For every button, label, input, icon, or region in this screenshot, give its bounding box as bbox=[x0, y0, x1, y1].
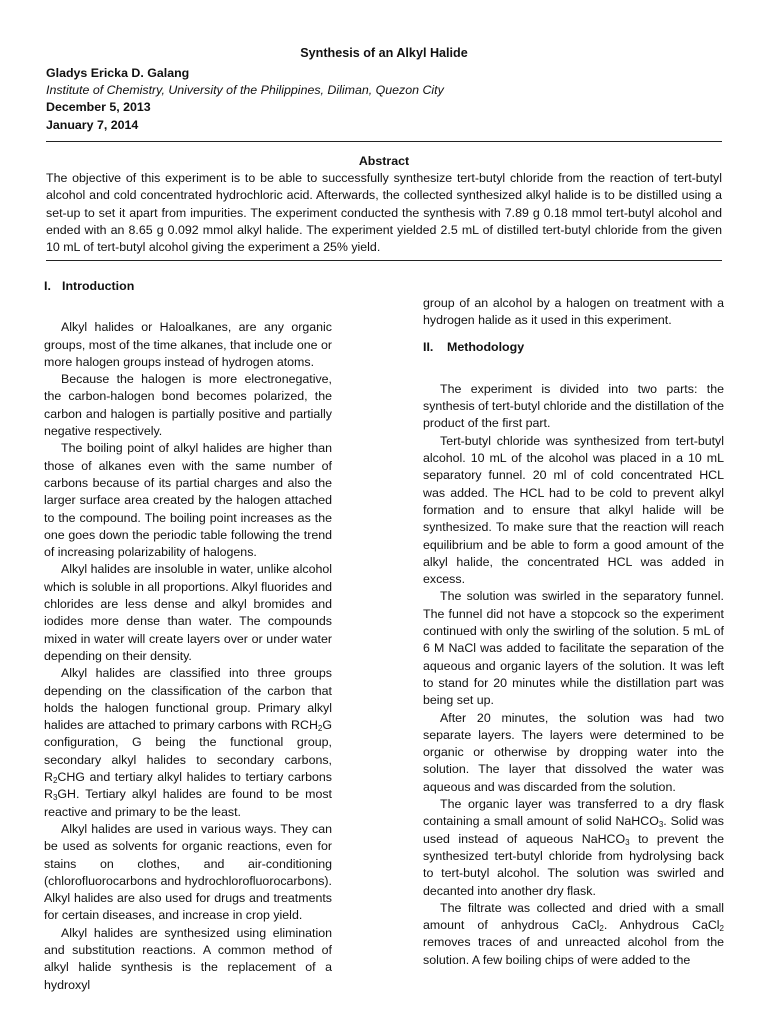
intro-paragraph-5: Alkyl halides are classified into three groups depending on the classification of the carbon that holds the halogen functional group. Primary alkyl halides are attached to primary carbons with $RCH_2G$ configuration, G being the functional group, secondary alkyl halides to secondary carbons, $R_2CHG$ and tertiary alkyl halides to tertiary carbons $R_3GH$. Tertiary alkyl halides are found to be most reactive and primary to be the least. bbox=[44, 666, 332, 819]
method-paragraph-2: Tert-butyl chloride was synthesized from tert-butyl alcohol. 10 mL of the alcohol was placed in a 10 mL separatory funnel. 20 ml of cold concentrated HCL was added. The HCL had to be cold to prevent alkyl formation and to ensure that alkyl halide will be synthesized. To make sure that the reaction will reach equilibrium and be able to form a good amount of the alkyl halide, the concentrated HCL was added in excess. bbox=[423, 433, 724, 587]
section-introduction-heading bbox=[44, 278, 332, 295]
method-paragraph-4: After 20 minutes, the solution was had two separate layers. The layers were determined to be organic or otherwise by dropping water into the solution. The layer that dissolved the water was aqueous and was discarded from the solution. bbox=[423, 710, 724, 794]
section-title: Methodology bbox=[447, 339, 525, 354]
method-paragraph-5: The organic layer was transferred to a dry flask containing a small amount of solid NaHCO$_3$. Solid was used instead of aqueous NaHCO$_3$ to prevent the synthesized tert-butyl chloride from hydrolysing back to tert-butyl alcohol. The solution was swirled and decanted into another dry flask. bbox=[423, 797, 725, 898]
intro-paragraph-3: The boiling point of alkyl halides are higher than those of alkanes even with the same number of carbons because of its partial charges and also the larger surface area created by the halogen attached to the compound. The boiling point increases as the one goes down the periodic table following the trend of increasing polarizability of halogens. bbox=[44, 441, 332, 560]
section-number: I. bbox=[44, 279, 51, 293]
intro-paragraph-7-continued: group of an alcohol by a halogen on treatment with a hydrogen halide as it used in this experiment. bbox=[423, 296, 724, 328]
author-affiliation: Institute of Chemistry, University of the Philippines, Diliman, Quezon City bbox=[46, 83, 444, 97]
author-name: Gladys Ericka D. Galang bbox=[46, 66, 190, 80]
intro-paragraph-2: Because the halogen is more electronegative, the carbon-halogen bond becomes polarized, the carbon and halogen is partially positive and partially negative respectively. bbox=[44, 372, 332, 439]
intro-paragraph-6: Alkyl halides are used in various ways. They can be used as solvents for organic reactions, even for stains on clothes, and air-conditioning (chlorofluorocarbons and hydrochlorofluorocarbons). Alkyl halides are also used for drugs and treatments for certain diseases, and increase in crop yield. bbox=[44, 821, 332, 923]
method-paragraph-1: The experiment is divided into two parts: the synthesis of tert-butyl chloride and the distillation of the product of the first part. bbox=[423, 381, 724, 431]
intro-paragraph-1: Alkyl halides or Haloalkanes, are any organic groups, most of the time alkanes, that include one or more halogen groups instead of hydrogen atoms. bbox=[44, 320, 332, 369]
date-performed: January 7, 2014 bbox=[46, 118, 139, 132]
abstract-text: The objective of this experiment is to be able to successfully synthesize tert-butyl chloride from the reaction of tert-butyl alcohol and cold concentrated hydrochloric acid. Afterwards, the collected synthesized alkyl halide is to be distilled using a set-up to set it apart from impurities. The experiment conducted the synthesis with 7.89 g 0.18 mmol tert-butyl alcohol and ended with an 8.65 g 0.092 mmol alkyl halide. The experiment yielded 2.5 mL of distilled tert-butyl chloride from the given 10 mL of tert-butyl alcohol giving the experiment a 25% yield. bbox=[46, 171, 722, 255]
date-submitted: December 5, 2013 bbox=[46, 100, 151, 114]
left-column bbox=[44, 278, 332, 994]
section-number: II. bbox=[423, 339, 434, 354]
section-title: Introduction bbox=[62, 279, 135, 293]
abstract-top-rule bbox=[46, 141, 722, 142]
intro-paragraph-4: Alkyl halides are insoluble in water, unlike alcohol which is soluble in all proportions. Alkyl fluorides and chlorides are less dense and alkyl bromides and iodides more dense than water. The compounds mixed in water will create layers over or under water depending on their density. bbox=[44, 562, 332, 663]
method-paragraph-3: The solution was swirled in the separatory funnel. The funnel did not have a stopcock so the experiment continued with only the swirling of the solution. 5 mL of 6 M NaCl was added to facilitate the separation of the aqueous and organic layers of the solution. It was left to stand for 20 minutes while the distillation part was being set up. bbox=[423, 589, 724, 708]
right-column bbox=[423, 295, 724, 969]
method-paragraph-6: The filtrate was collected and dried with a small amount of anhydrous CaCl$_2$. Anhydrous CaCl$_2$ removes traces of and unreacted alcohol from the solution. A few boiling chips of were added to the bbox=[423, 900, 724, 967]
abstract-bottom-rule bbox=[46, 260, 722, 261]
abstract-heading: Abstract bbox=[358, 154, 410, 168]
section-methodology-heading bbox=[423, 339, 724, 356]
intro-paragraph-7: Alkyl halides are synthesized using elimination and substitution reactions. A common method of alkyl halide synthesis is the replacement of a hydroxyl bbox=[44, 925, 332, 992]
paper-title: Synthesis of an Alkyl Halide bbox=[300, 46, 468, 60]
